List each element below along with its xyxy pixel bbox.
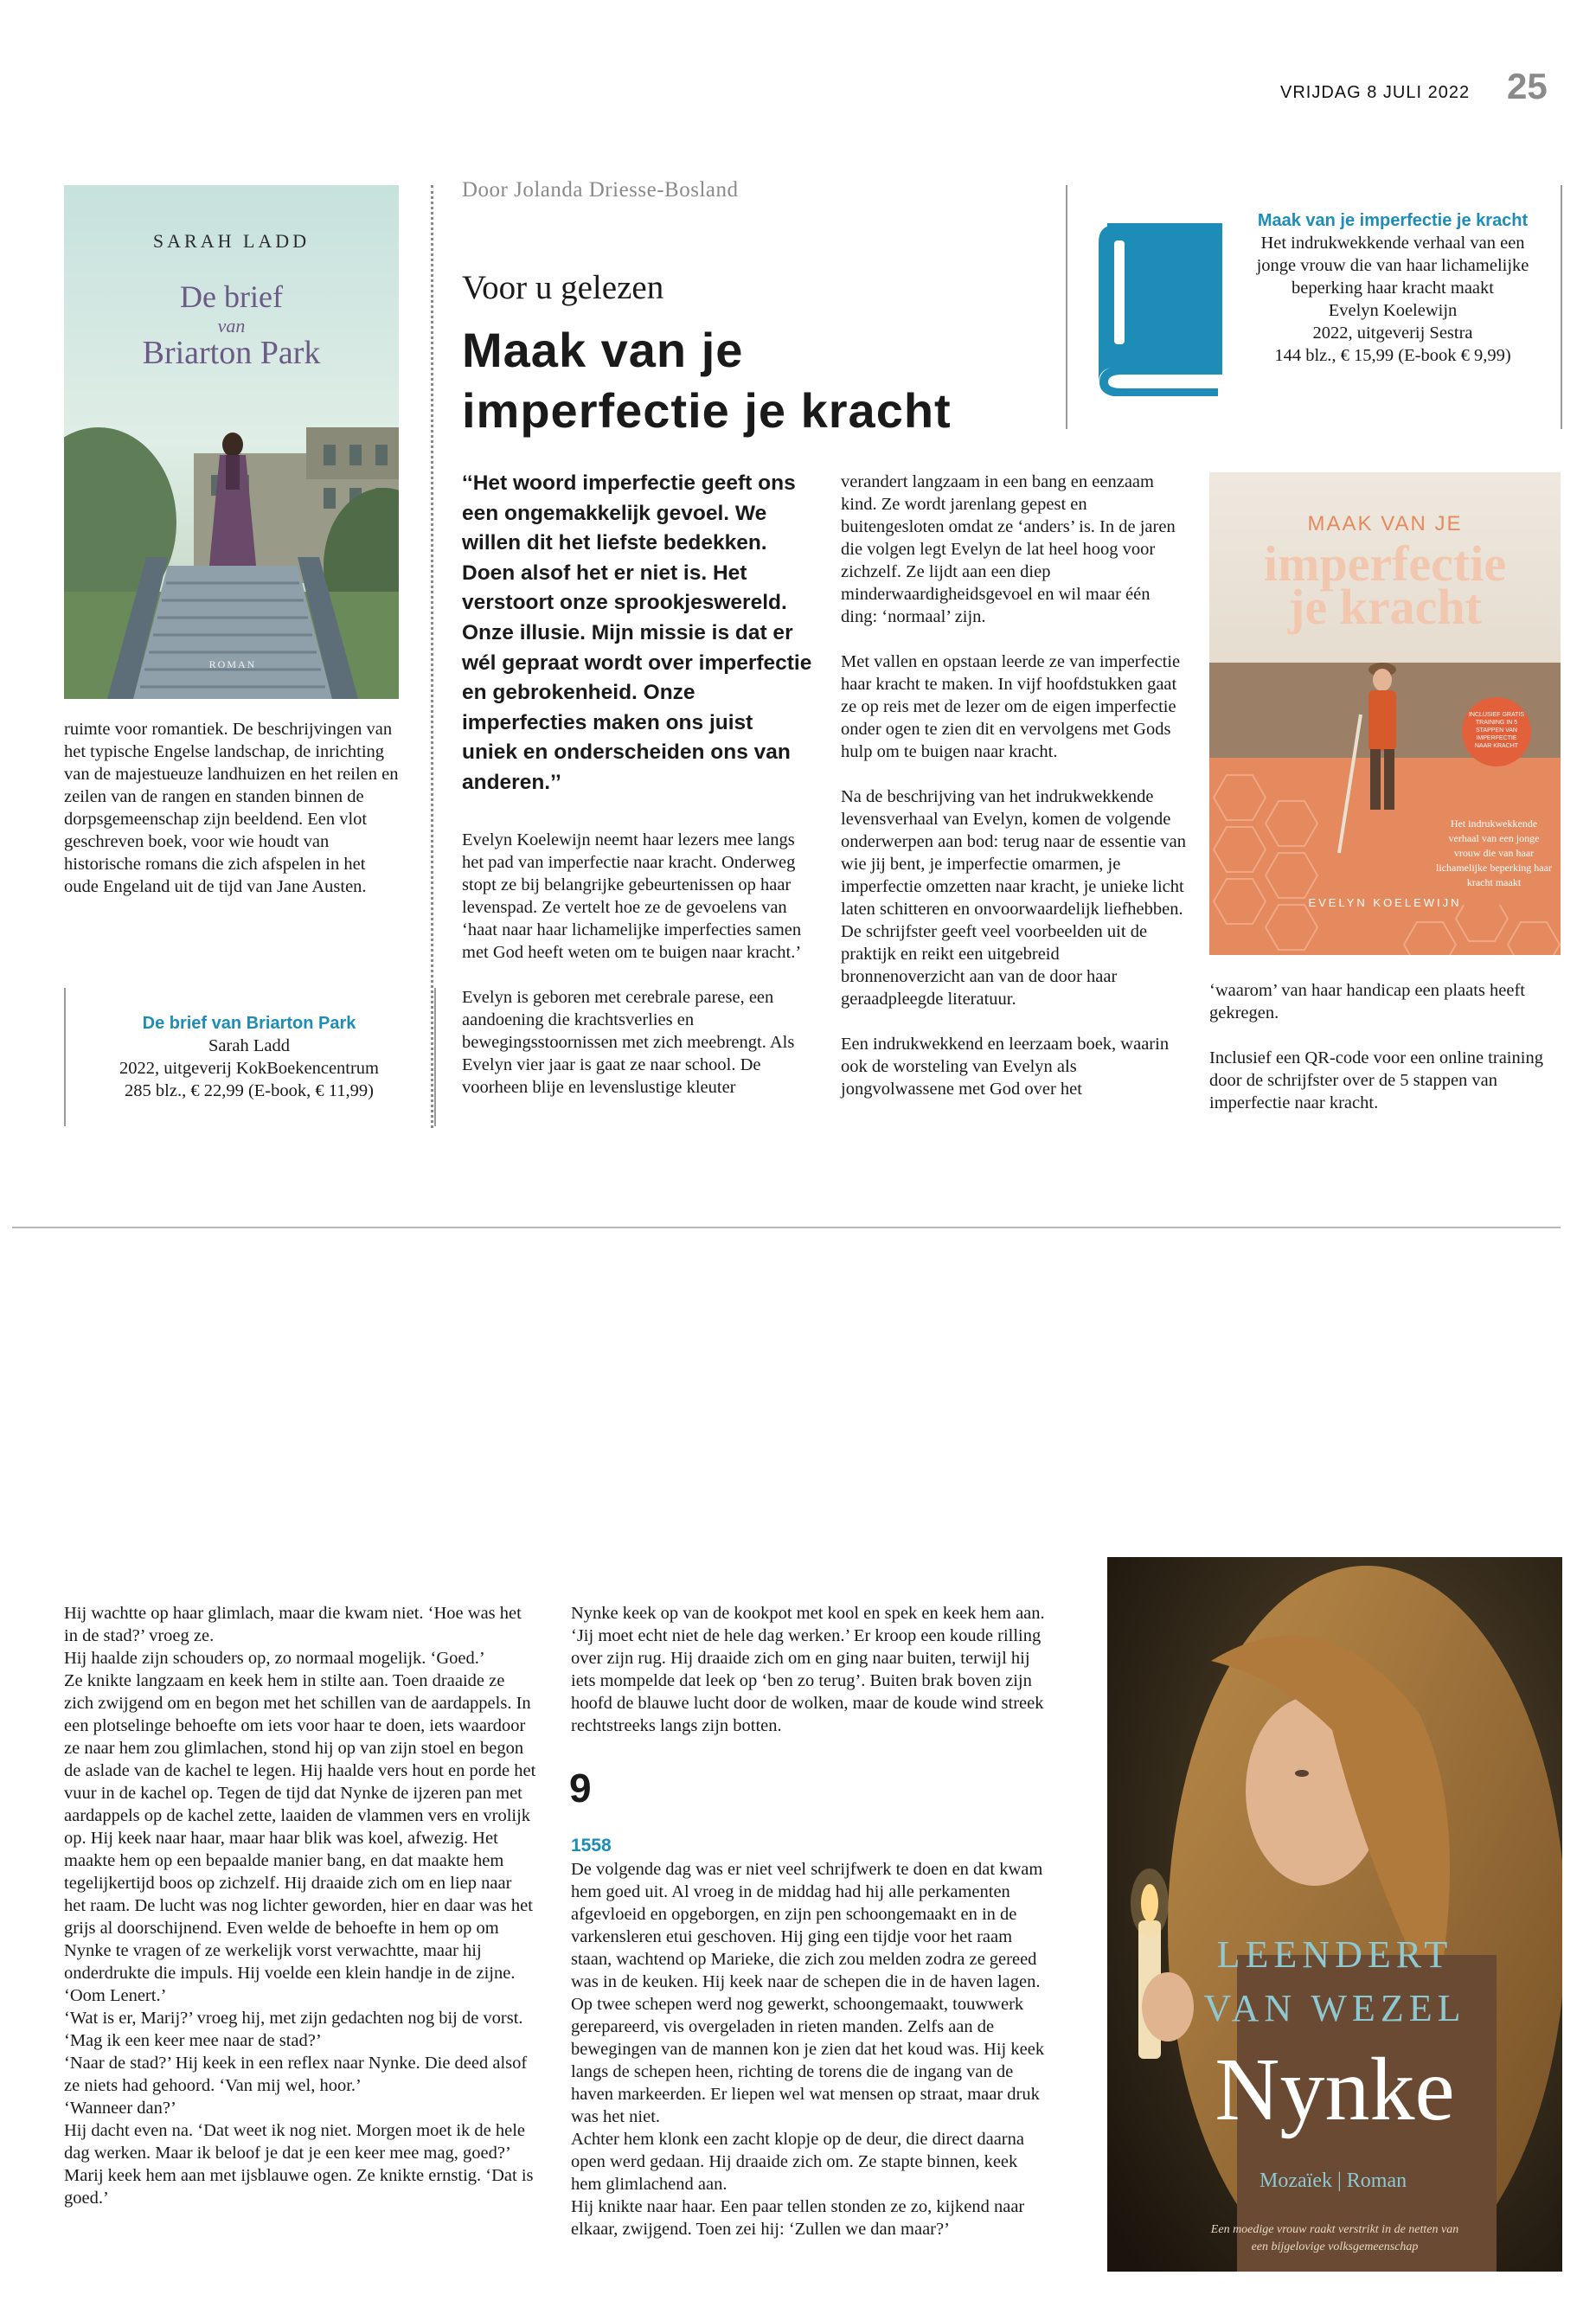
byline: Door Jolanda Driesse-Bosland: [462, 178, 739, 202]
cover-author-line1: LEENDERT: [1216, 1933, 1453, 1976]
review-col1-para: Evelyn is geboren met cerebrale parese, een aandoening die krachtsverlies en bewegingsstoornissen met zich meebrengt. Als Evelyn vier jaar is gaat ze naar school. De voorheen blije en levenslustige kleuter: [462, 988, 795, 1097]
review-col3-para: Inclusief een QR-code voor een online training door de schrijfster over de 5 stappen van imperfectie naar kracht.: [1209, 1048, 1543, 1112]
cover-author-line2: VAN WEZEL: [1203, 1987, 1466, 2029]
review-col2-para: Na de beschrijving van het indrukwekkende levensverhaal van Evelyn, komen de volgende onderwerpen aan bod: terug naar de essentie van wie jij bent, je imperfectie omarmen, je imperfectie omzetten naar kracht, je unieke licht laten schitteren en onvoorwaardelijk liefhebben. De schrijfster geeft veel voorbeelden uit de praktijk en reikt een uitgebreid bronnenoverzicht aan van de door haar geraadpleegde literatuur.: [841, 787, 1187, 1009]
cover-badge: INCLUSIEF GRATIS TRAINING IN 5 STAPPEN VAN IMPERFECTIE NAAR KRACHT: [1468, 712, 1525, 749]
book-info-details: 285 blz., € 22,99 (E-book, € 11,99): [125, 1081, 374, 1100]
pull-quote: ‘‘Het woord imperfectie geeft ons een ongemakkelijk gevoel. We willen dit het liefste bedekken. Doen alsof het er niet is. Het verstoort onze sprookjeswereld. Onze illusie. Mijn missie is dat er wél gepraat wordt over imperfectie en gebrokenheid. Onze imperfecties maken ons juist uniek en onderscheiden ons van anderen.’’: [462, 471, 812, 794]
cover-title-line3: Briarton Park: [142, 335, 321, 371]
cover-blurb: Het indrukwekkende verhaal van een jonge vrouw die van haar lichamelijke beperking haar kracht maakt: [1436, 817, 1552, 888]
page-date: VRIJDAG 8 JULI 2022: [1280, 83, 1471, 102]
cover-title-top: MAAK VAN JE: [1307, 512, 1463, 535]
cover-tagline-line2: een bijgelovige volksgemeenschap: [1251, 2240, 1419, 2253]
review-col2-para: Een indrukwekkend en leerzaam boek, waarin ook de worsteling van Evelyn als jongvolwassene met God over het: [841, 1035, 1170, 1099]
cover-title-main1: imperfectie: [1263, 535, 1507, 592]
cover-title-main2: je kracht: [1288, 579, 1482, 635]
cover-label-roman: ROMAN: [208, 658, 257, 670]
book-info-publisher: 2022, uitgeverij Sestra: [1312, 324, 1473, 343]
review-col2-para: Met vallen en opstaan leerde ze van imperfectie haar kracht te maken. In vijf hoofdstukken gaat ze op reis met de lezer om de eigen imperfectie onder ogen te zien dit en vervolgens met Gods hulp om te buigen naar kracht.: [841, 652, 1181, 761]
book-info-author: Sarah Ladd: [208, 1036, 290, 1055]
serial-column-2-bottom: De volgende dag was er niet veel schrijfwerk te doen en dat kwam hem goed uit. Al vroeg in de middag had hij alle perkamenten afgevloeid en opgeborgen, en zijn pen schoongemaakt en in de varkensleren etui geschoven. Hij ging een tijdje voor het raam staan, wachtend op Marieke, die zich zou melden zodra ze gereed was in de keuken. Hij keek naar de schepen die in de haven lagen. Op twee schepen werd nog gewerkt, schoongemaakt, touwwerk gerepareerd, vis overgeladen in rieten manden. Zelfs aan de bewegingen van de mannen kon je zien dat het koud was. Hij keek langs de schepen heen, richting de torens die de ingang van de haven markeerden. Er liepen wel wat mensen op straat, maar druk was het niet. Achter hem klonk een zacht klopje op de deur, die direct daarna open werd gedaan. Hij draaide zich om. Ze stapte binnen, keek hem glimlachend aan. Hij knikte naar haar. Een paar tellen stonden ze zo, kijkend naar elkaar, zwijgend. Toen zei hij: ‘Zullen we dan maar?’: [571, 1860, 1045, 2239]
right-info-rule-right: [1561, 185, 1562, 429]
review-col1-para: Evelyn Koelewijn neemt haar lezers mee langs het pad van imperfectie naar kracht. Onderweg stopt ze bij belangrijke gebeurtenissen op haar levenspad. Ze vertelt hoe ze de gevoelens van ‘haat naar haar lichamelijke imperfecties samen met God heeft weten om te buigen naar kracht.’: [462, 830, 802, 962]
serial-column-1: Hij wachtte op haar glimlach, maar die kwam niet. ‘Hoe was het in de stad?’ vroeg ze. Hij haalde zijn schouders op, zo normaal mogelijk. ‘Goed.’ Ze knikte langzaam en keek hem in stilte aan. Toen draaide ze zich zwijgend om en begon met het schillen van de aardappels. In een plotselinge behoefte om iets voor haar te doen, iets waardoor ze naar hem zou glimlachen, stond hij op van zijn stoel en begon de aslade van de kachel te legen. Hij haalde vers hout en porde het vuur in de kachel op. Tegen de tijd dat Nynke de ijzeren pan met aardappels op de kachel zette, laaiden de vlammen vers en vrolijk op. Hij keek naar haar, maar haar blik was koel, afwezig. Het maakte hem op een bepaalde manier bang, en dat maakte hem tegelijkertijd boos op zichzelf. Hij draaide zich om en liep naar het raam. De lucht was nog lichter geworden, hier en daar was het grijs al doorschijnend. Even welde de behoefte in hem op om Nynke te vragen of ze werkelijk vorst verwachtte, maar hij onderdrukte die impuls. Hij voelde een klein handje in de zijne. ‘Oom Lenert.’ ‘Wat is er, Marij?’ vroeg hij, met zijn gedachten nog bij de vorst. ‘Mag ik een keer mee naar de stad?’ ‘Naar de stad?’ Hij keek in een reflex naar Nynke. Die deed alsof ze niets had gehoord. ‘Van mij wel, hoor.’ ‘Wanneer dan?’ Hij dacht even na. ‘Dat weet ik nog niet. Morgen moet ik de hele dag werken. Maar ik beloof je dat je een keer mee mag, goed?’ Marij keek hem aan met ijsblauwe ogen. Ze knikte ernstig. ‘Dat is goed.’: [64, 1604, 536, 2208]
page-number: 25: [1507, 66, 1548, 106]
book-info-title: Maak van je imperfectie je kracht: [1257, 211, 1529, 230]
cover-label-mozaiek: Mozaïek | Roman: [1259, 2170, 1407, 2192]
book-info-publisher: 2022, uitgeverij KokBoekencentrum: [119, 1059, 380, 1078]
review-column-2: [841, 471, 1187, 1123]
book-cover-briarton-park: [64, 185, 399, 699]
left-info-rule-left: [64, 988, 66, 1126]
cover-title-line2: van: [217, 315, 246, 336]
cover-tagline-line1: Een moedige vrouw raakt verstrikt in de netten van: [1210, 2223, 1459, 2236]
cover-author-sarah-ladd: SARAH LADD: [152, 230, 311, 252]
review-col2-para: verandert langzaam in een bang en eenzaam kind. Ze wordt jarenlang gepest en buitengesloten omdat ze ‘anders’ is. In de jaren die volgen legt Evelyn de lat heel hoog voor zichzelf. Ze lijdt aan een diep minderwaardigheidsgevoel en wil maar één ding: ‘normaal’ zijn.: [841, 472, 1176, 626]
right-info-rule-left: [1066, 185, 1067, 429]
book-info-briarton-park: [73, 1012, 426, 1102]
book-cover-nynke: [1107, 1557, 1562, 2272]
book-info-title: De brief van Briarton Park: [142, 1014, 356, 1033]
book-info-imperfectie: [1253, 209, 1533, 367]
serial-column-2-top: Nynke keek op van de kookpot met kool en spek en keek hem aan. ‘Jij moet echt niet de hele dag werken.’ Er kroop een koude rilling over zijn rug. Hij draaide zich om en ging naar buiten, terwijl hij iets mompelde dat leek op ‘ben zo terug’. Buiten brak boven zijn hoofd de blauwe lucht door de wolken, maar de koude wind streek rechtstreeks langs zijn botten.: [571, 1604, 1045, 1735]
left-review-text: ruimte voor romantiek. De beschrijvingen van het typische Engelse landschap, de inrichting van de majestueuze landhuizen en het reilen en zeilen van de rangen en standen binnen de dorpsgemeenschap zijn beeldend. Een vlot geschreven boek, voor wie houdt van historische romans die zich afspelen in het oude Engeland uit de tijd van Jane Austen.: [64, 720, 399, 896]
chapter-year: 1558: [571, 1836, 612, 1856]
book-icon: [1088, 223, 1225, 396]
review-col3-para: ‘waarom’ van haar handicap een plaats heeft gekregen.: [1209, 981, 1526, 1022]
headline: Maak van je imperfectie je kracht: [462, 323, 952, 438]
left-info-rule-right: [434, 988, 436, 1126]
cover-title-nynke: Nynke: [1215, 2040, 1455, 2139]
kicker: Voor u gelezen: [462, 269, 664, 306]
book-cover-imperfectie: [1209, 472, 1561, 955]
chapter-number: 9: [569, 1766, 592, 1811]
cover-author-evelyn: EVELYN KOELEWIJN: [1308, 896, 1462, 909]
review-column-3: [1209, 979, 1564, 1137]
book-info-subtitle: Het indrukwekkende verhaal van een jonge vrouw die van haar lichamelijke beperking haar kracht maakt: [1256, 234, 1529, 298]
book-info-details: 144 blz., € 15,99 (E-book € 9,99): [1274, 346, 1511, 365]
review-column-1: [462, 829, 808, 1121]
column-separator: [431, 185, 433, 1128]
cover-title-line1: De brief: [180, 279, 283, 314]
book-info-author: Evelyn Koelewijn: [1328, 301, 1458, 320]
section-divider: [12, 1227, 1561, 1228]
